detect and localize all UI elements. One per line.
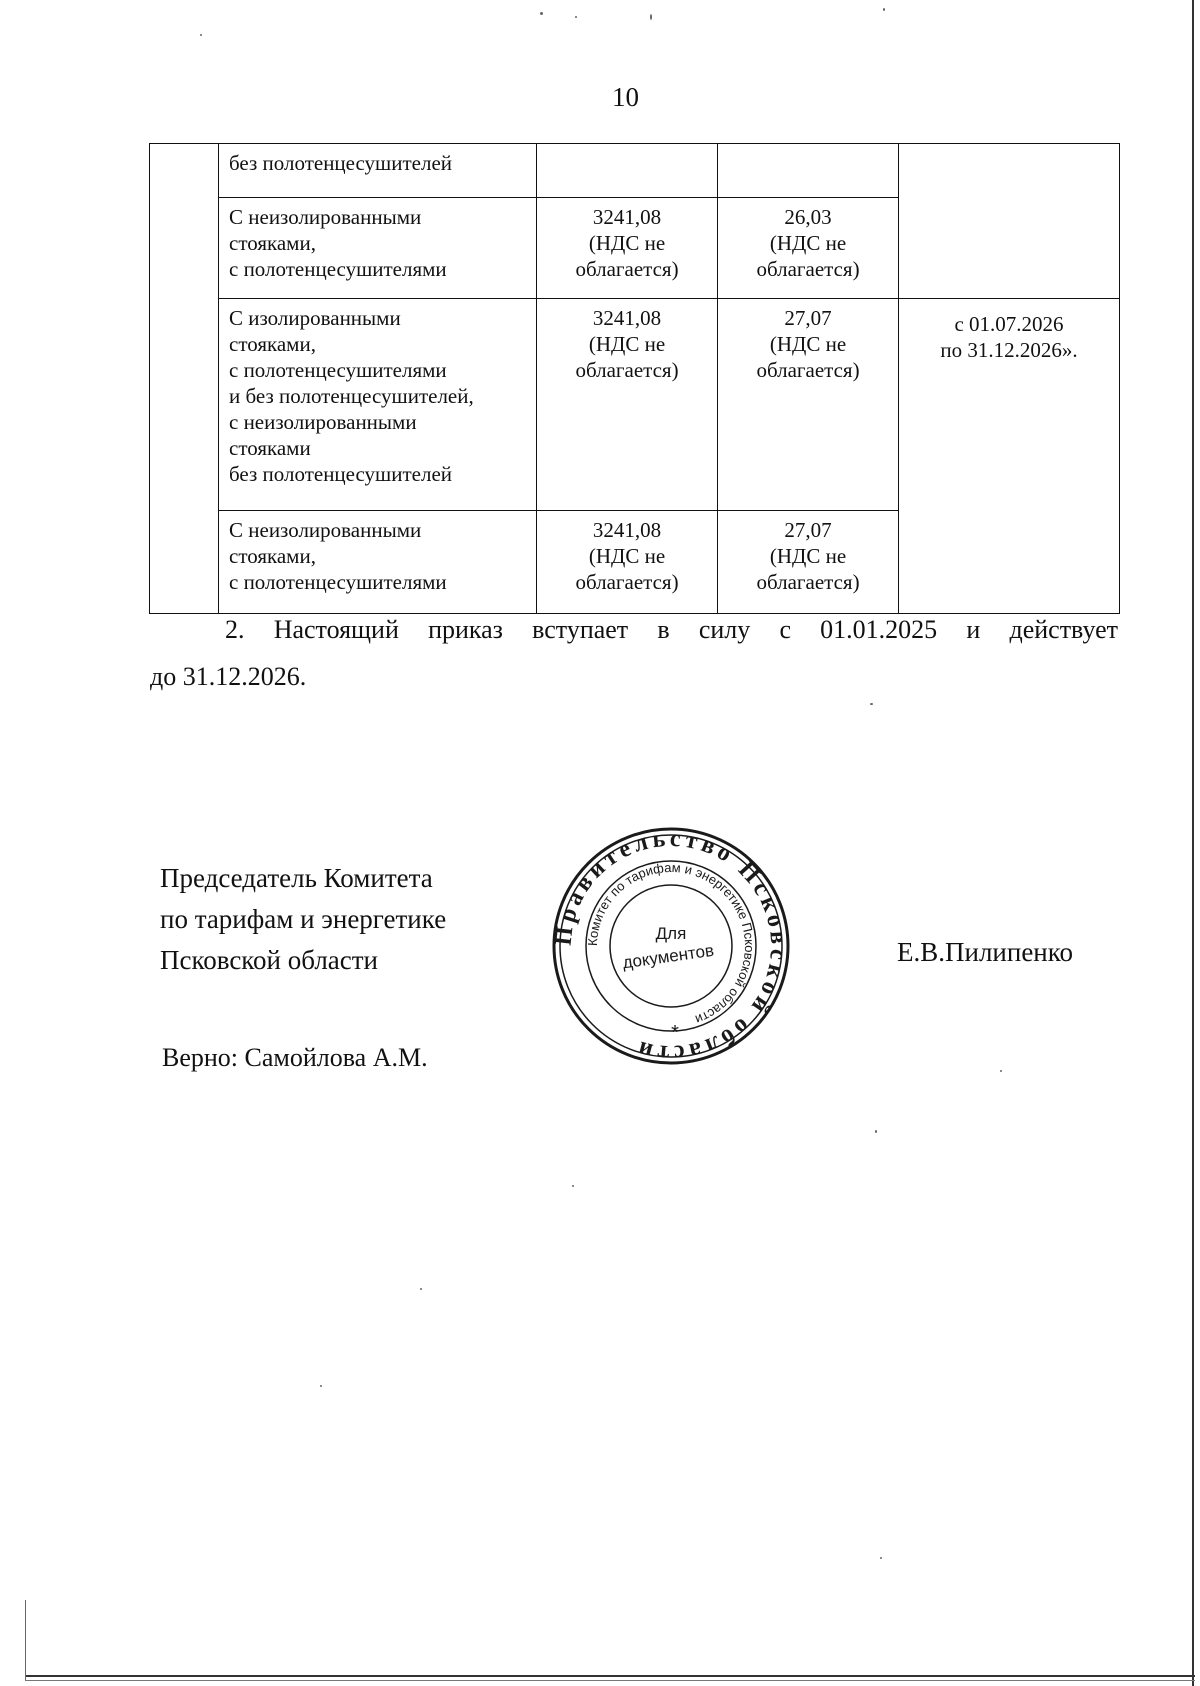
signer-title: Председатель Комитета по тарифам и энергетике Псковской области: [160, 863, 447, 975]
tariff-cell: [718, 144, 899, 198]
tariff-cell: [537, 144, 718, 198]
category-cell: С неизолированными стояками, с полотенцесушителями: [219, 198, 537, 299]
tariff-table: [149, 143, 1120, 614]
scan-speck: [1000, 1070, 1002, 1072]
official-stamp: [549, 824, 793, 1068]
effective-date-paragraph-end: до 31.12.2026.: [150, 662, 307, 691]
scan-speck: [420, 1288, 422, 1290]
category-cell: без полотенцесушителей: [219, 144, 537, 198]
tariff-cell: 26,03 (НДС не облагается): [718, 198, 899, 299]
stamp-star: *: [671, 1022, 679, 1044]
category-cell: С неизолированными стояками, с полотенцесушителями: [219, 511, 537, 614]
scan-speck: [880, 1557, 882, 1559]
blank-number-cell: [150, 144, 219, 614]
table-row: [150, 144, 1120, 198]
stamp-center-text-2: документов: [621, 940, 716, 973]
scan-speck: [575, 16, 577, 18]
period-cell: с 01.07.2026 по 31.12.2026».: [899, 299, 1120, 614]
page-number: 10: [612, 82, 639, 112]
stamp-outer-text: Правительство Псковской области: [550, 825, 792, 1067]
scan-speck: [320, 1385, 322, 1387]
stamp-center-text: Для: [655, 924, 687, 943]
category-cell: С изолированными стояками, с полотенцесушителями и без полотенцесушителей, с неизолированными стояками без полотенцесушителей: [219, 299, 537, 511]
scan-speck: [572, 1185, 574, 1187]
period-cell-empty: [899, 144, 1120, 299]
tariff-cell: 27,07 (НДС не облагается): [718, 299, 899, 511]
scan-speck: [875, 1130, 877, 1133]
scan-speck: [883, 8, 885, 11]
tariff-cell: 3241,08 (НДС не облагается): [537, 198, 718, 299]
table-row: [150, 299, 1120, 511]
tariff-cell: 3241,08 (НДС не облагается): [537, 511, 718, 614]
signer-name: Е.В.Пилипенко: [897, 937, 1074, 967]
tariff-cell: 3241,08 (НДС не облагается): [537, 299, 718, 511]
scan-speck: [650, 14, 652, 20]
scan-speck: [870, 703, 873, 705]
scan-border-bottom: [25, 1675, 1195, 1677]
scan-speck: [540, 12, 543, 15]
scan-border-right: [1192, 0, 1194, 1686]
stamp-inner-text: Комитет по тарифам и энергетике Псковской области: [584, 859, 758, 1028]
scan-border-left: [25, 1600, 26, 1680]
certified-copy-note: Верно: Самойлова А.М.: [162, 1043, 428, 1072]
effective-date-paragraph: 2. Настоящий приказ вступает в силу с 01.01.2025 и действует: [225, 615, 1118, 644]
tariff-cell: 27,07 (НДС не облагается): [718, 511, 899, 614]
scan-speck: [200, 34, 202, 36]
scan-border-bottom-shadow: [25, 1680, 1195, 1681]
